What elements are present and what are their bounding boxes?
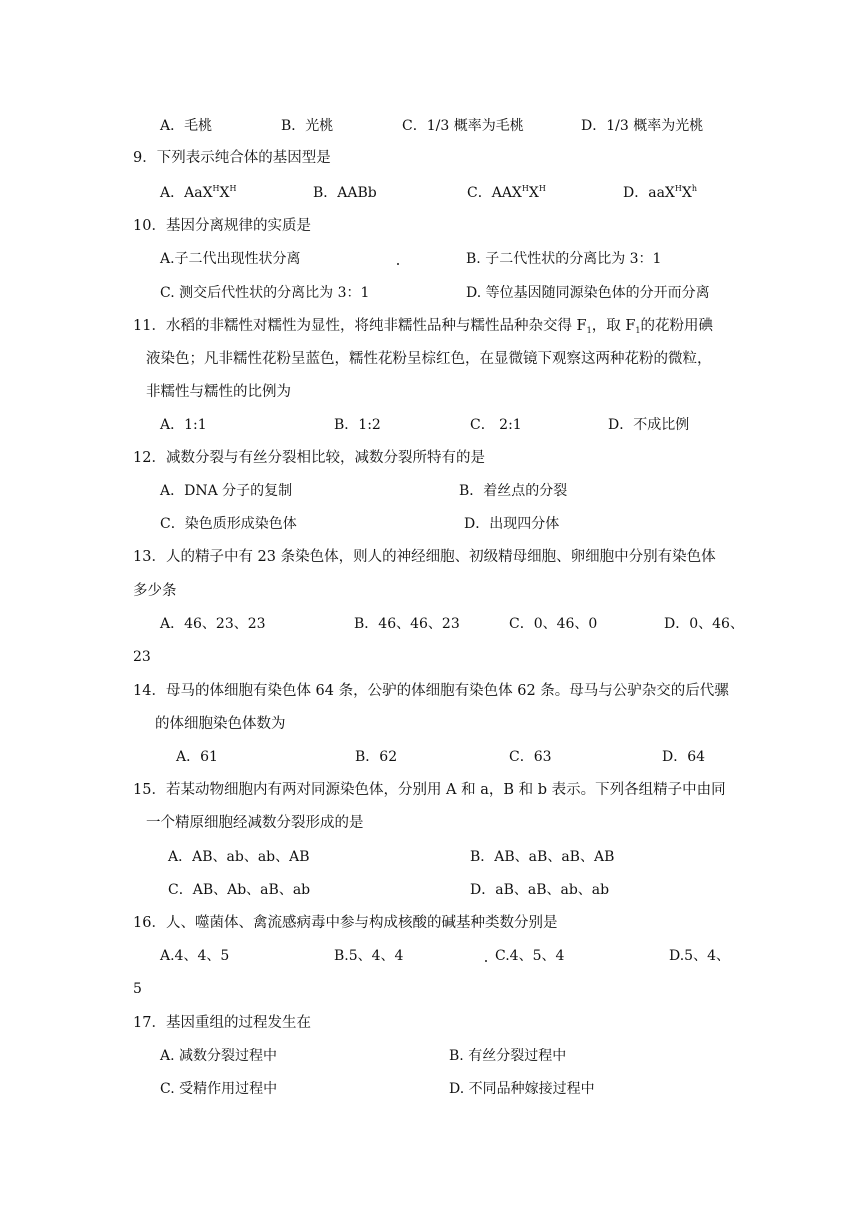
q12-option-c: C．染色质形成染色体: [160, 516, 297, 532]
q15-option-b: B．AB、aB、aB、AB: [470, 849, 615, 865]
q16-option-d: D.5、4、: [669, 948, 730, 964]
q12-option-b: B．着丝点的分裂: [459, 483, 568, 499]
q10-option-d: D. 等位基因随同源染色体的分开而分离: [466, 285, 710, 301]
q13-option-d: D．0、46、: [664, 616, 744, 632]
q10-option-c: C. 测交后代性状的分离比为 3：1: [160, 285, 370, 301]
q14-option-c: C．63: [509, 749, 552, 765]
q17-stem: 17．基因重组的过程发生在: [133, 1015, 311, 1031]
q16-stem: 16．人、噬菌体、禽流感病毒中参与构成核酸的碱基种类数分别是: [133, 915, 558, 931]
q15-option-a: A．AB、ab、ab、AB: [168, 849, 310, 865]
q17-option-a: A. 减数分裂过程中: [160, 1048, 278, 1064]
q17-option-c: C. 受精作用过程中: [160, 1081, 278, 1097]
q12-option-d: D．出现四分体: [464, 516, 560, 532]
q14-option-b: B．62: [355, 749, 398, 765]
q13-line-1: 13．人的精子中有 23 条染色体，则人的神经细胞、初级精母细胞、卵细胞中分别有染色体: [133, 549, 716, 565]
q8-option-b: B．光桃: [281, 118, 334, 134]
q9-option-c: C．$AAX^HX^H$: [467, 184, 546, 201]
q17-option-d: D. 不同品种嫁接过程中: [449, 1081, 595, 1097]
q15-option-c: C．AB、Ab、aB、ab: [168, 882, 311, 898]
q15-option-d: D．aB、aB、ab、ab: [470, 882, 610, 898]
q14-option-d: D．64: [662, 749, 706, 765]
q11-option-c: C． 2:1: [470, 417, 522, 433]
q8-option-c: C．1/3 概率为毛桃: [402, 118, 524, 134]
q9-option-b: B．AABb: [313, 185, 377, 201]
q17-option-b: B. 有丝分裂过程中: [449, 1048, 567, 1064]
q15-line-2: 一个精原细胞经减数分裂形成的是: [146, 815, 364, 831]
q15-line-1: 15．若某动物细胞内有两对同源染色体，分别用 A 和 a，B 和 b 表示。下列各组精子中由同: [133, 782, 726, 798]
q9-option-d: D．$aaX^HX^h$: [623, 184, 697, 201]
q12-option-a: A．DNA 分子的复制: [160, 483, 293, 499]
q16-option-c: C.4、5、4: [495, 948, 565, 964]
q13-option-a: A．46、23、23: [160, 616, 266, 632]
q11-line-3: 非糯性与糯性的比例为: [146, 384, 291, 400]
q11-line-2: 液染色；凡非糯性花粉呈蓝色，糯性花粉呈棕红色，在显微镜下观察这两种花粉的微粒，: [146, 351, 712, 367]
q14-line-2: 的体细胞染色体数为: [155, 716, 286, 732]
q16-option-a: A.4、4、5: [160, 948, 230, 964]
q10-option-b: B. 子二代性状的分离比为 3：1: [466, 251, 662, 267]
q9-option-a: A．$AaX^HX^H$: [160, 184, 237, 201]
q11-option-b: B．1:2: [334, 417, 381, 433]
q11-option-d: D．不成比例: [608, 417, 690, 433]
q8-option-d: D．1/3 概率为光桃: [581, 118, 704, 134]
q10-stem: 10．基因分离规律的实质是: [133, 218, 311, 234]
stray-dot: [485, 960, 487, 962]
q16-option-b: B.5、4、4: [334, 948, 404, 964]
q12-stem: 12．减数分裂与有丝分裂相比较，减数分裂所特有的是: [133, 450, 485, 466]
q13-option-b: B．46、46、23: [354, 616, 460, 632]
q13-option-d-continued: 23: [133, 649, 151, 665]
q9-stem: 9．下列表示纯合体的基因型是: [133, 150, 331, 166]
q11-line-1: 11．水稻的非糯性对糯性为显性，将纯非糯性品种与糯性品种杂交得 $F_1$，取 $F_1$的花粉用碘: [133, 318, 713, 335]
q13-option-c: C．0、46、0: [509, 616, 598, 632]
q16-option-d-continued: 5: [133, 981, 142, 997]
q14-line-1: 14．母马的体细胞有染色体 64 条，公驴的体细胞有染色体 62 条。母马与公驴杂交的后代骡: [133, 683, 729, 699]
stray-dot: [397, 263, 399, 265]
q8-option-a: A．毛桃: [160, 118, 213, 134]
q10-option-a: A.子二代出现性状分离: [160, 251, 301, 267]
q13-line-2: 多少条: [133, 583, 177, 599]
q11-option-a: A．1:1: [160, 417, 207, 433]
q14-option-a: A．61: [176, 749, 218, 765]
